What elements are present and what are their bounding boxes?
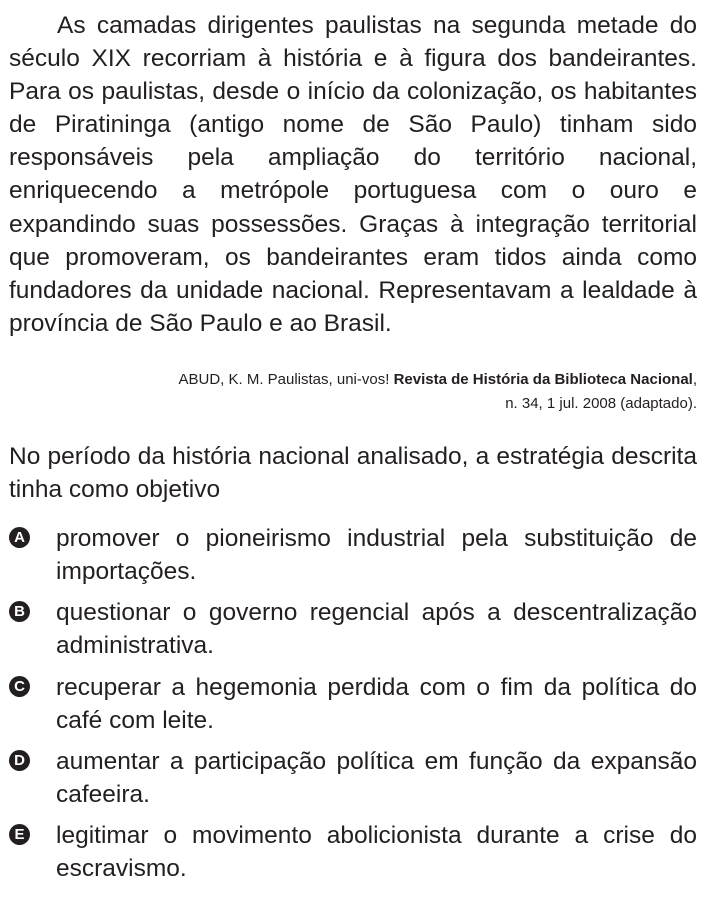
option-c[interactable] <box>9 671 697 737</box>
option-text: aumentar a participação política em função da expansão cafeeira. <box>56 747 697 808</box>
citation-journal: Revista de História da Biblioteca Nacional <box>393 370 693 388</box>
option-text: recuperar a hegemonia perdida com o fim da política do café com leite. <box>56 673 697 734</box>
option-letter-badge: C <box>9 676 30 697</box>
citation: ABUD, K. M. Paulistas, uni-vos! Revista de História da Biblioteca Nacional, n. 34, 1 jul. 2008 (adaptado). <box>178 370 697 412</box>
option-text: promover o pioneirismo industrial pela substituição de importações. <box>56 525 697 586</box>
option-letter-badge: A <box>9 527 30 548</box>
option-letter-badge: E <box>9 824 30 845</box>
exam-question <box>9 9 697 893</box>
option-b[interactable] <box>9 596 697 662</box>
option-text: questionar o governo regencial após a descentralização administrativa. <box>56 599 697 660</box>
question-stem: No período da história nacional analisado, a estratégia descrita tinha como objetivo <box>9 442 697 504</box>
citation-author-title: ABUD, K. M. Paulistas, uni-vos! <box>178 370 390 388</box>
passage-text: As camadas dirigentes paulistas na segunda metade do século XIX recorriam à história e à figura dos bandeirantes. Para os paulistas, desde o início da colonização, os habitantes de Piratininga (antigo nome de São Paulo) tinham sido responsáveis pela ampliação do território nacional, enriquecendo a metrópole portuguesa com o ouro e expandindo suas possessões. Graças à integração territorial que promoveram, os bandeirantes eram tidos ainda como fundadores da unidade nacional. Representavam a lealdade à província de São Paulo e ao Brasil. <box>9 12 697 337</box>
answer-options <box>9 522 697 885</box>
option-d[interactable] <box>9 745 697 811</box>
option-e[interactable] <box>9 819 697 885</box>
option-text: legitimar o movimento abolicionista durante a crise do escravismo. <box>56 821 697 882</box>
option-a[interactable] <box>9 522 697 588</box>
option-letter-badge: B <box>9 601 30 622</box>
option-letter-badge: D <box>9 750 30 771</box>
citation-details: n. 34, 1 jul. 2008 (adaptado). <box>505 394 697 412</box>
